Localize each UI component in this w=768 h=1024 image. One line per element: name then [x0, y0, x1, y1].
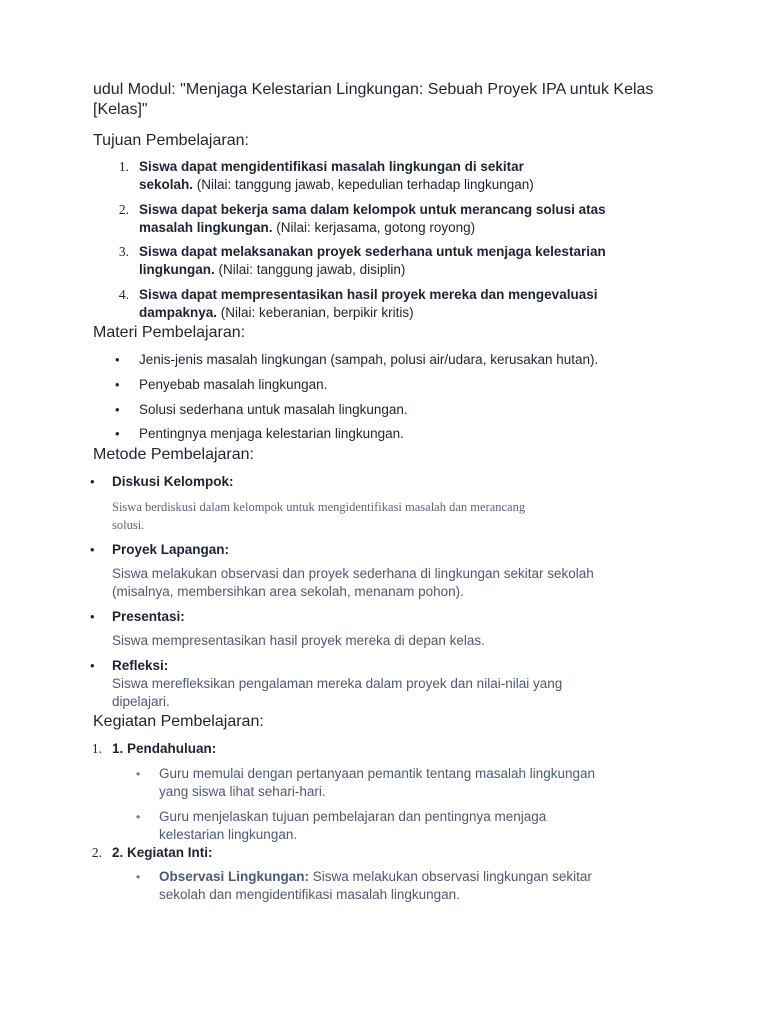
bullet-icon: • [115, 402, 120, 417]
tujuan-item-number: 4. [118, 287, 129, 302]
tujuan-item-note: (Nilai: keberanian, berpikir kritis) [217, 305, 414, 320]
materi-heading: Materi Pembelajaran: [93, 324, 246, 341]
bullet-icon: • [115, 426, 120, 441]
metode-desc-line: (misalnya, membersihkan area sekolah, menanam pohon). [112, 584, 464, 599]
bullet-icon: • [136, 767, 141, 781]
tujuan-heading: Tujuan Pembelajaran: [93, 132, 249, 149]
tujuan-item-number: 2. [118, 202, 129, 217]
tujuan-item-bold: masalah lingkungan. [139, 220, 273, 235]
tujuan-item-bold: lingkungan. [139, 262, 215, 277]
bullet-icon: • [90, 474, 95, 489]
tujuan-item-note: (Nilai: tanggung jawab, kepedulian terhadap lingkungan) [193, 177, 534, 192]
materi-item: Pentingnya menjaga kelestarian lingkungan. [139, 426, 404, 441]
tujuan-item-number: 1. [118, 159, 129, 174]
metode-desc-line: Siswa melakukan observasi dan proyek sederhana di lingkungan sekitar sekolah [112, 566, 594, 581]
bullet-icon: • [115, 352, 120, 367]
metode-item-desc [112, 498, 672, 534]
kegiatan-item-line: Guru menjelaskan tujuan pembelajaran dan pentingnya menjaga [159, 809, 547, 824]
metode-item-desc: Siswa mempresentasikan hasil proyek mereka di depan kelas. [112, 633, 485, 648]
materi-item: Solusi sederhana untuk masalah lingkungan. [139, 402, 408, 417]
bullet-icon: • [136, 810, 141, 824]
metode-item-head: Presentasi: [112, 609, 185, 624]
kegiatan-item-line: sekolah dan mengidentifikasi masalah lingkungan. [159, 887, 460, 902]
kegiatan-item-line: kelestarian lingkungan. [159, 827, 298, 842]
bullet-icon: • [90, 609, 95, 624]
bullet-icon: • [90, 658, 95, 673]
kegiatan-section-number: 1. [91, 741, 102, 756]
tujuan-item [139, 286, 699, 322]
kegiatan-item-bold: Observasi Lingkungan: [159, 869, 310, 884]
kegiatan-item-line: Siswa melakukan observasi lingkungan sekitar [309, 869, 592, 884]
metode-item-desc [112, 675, 672, 711]
metode-desc-line: solusi. [112, 518, 145, 532]
tujuan-item-bold: sekolah. [139, 177, 194, 192]
metode-item-head: Proyek Lapangan: [112, 542, 230, 557]
materi-item: Penyebab masalah lingkungan. [139, 377, 328, 392]
kegiatan-heading: Kegiatan Pembelajaran: [93, 713, 264, 730]
kegiatan-item-line: yang siswa lihat sehari-hari. [159, 784, 326, 799]
module-title: udul Modul: "Menjaga Kelestarian Lingkungan: Sebuah Proyek IPA untuk Kelas [Kelas]" [93, 81, 654, 118]
metode-heading: Metode Pembelajaran: [93, 446, 254, 463]
tujuan-item-bold: Siswa dapat mempresentasikan hasil proyek mereka dan mengevaluasi [139, 287, 598, 302]
metode-desc-line: Siswa berdiskusi dalam kelompok untuk mengidentifikasi masalah dan merancang [112, 500, 526, 514]
bullet-icon: • [90, 542, 95, 557]
tujuan-item-bold: dampaknya. [139, 305, 218, 320]
metode-desc-line: dipelajari. [112, 694, 170, 709]
metode-desc-line: Siswa merefleksikan pengalaman mereka dalam proyek dan nilai-nilai yang [112, 676, 563, 691]
metode-item-head: Diskusi Kelompok: [112, 474, 234, 489]
tujuan-item-number: 3. [118, 244, 129, 259]
kegiatan-section-number: 2. [91, 845, 102, 860]
metode-item-desc [112, 565, 672, 601]
materi-item: Jenis-jenis masalah lingkungan (sampah, polusi air/udara, kerusakan hutan). [139, 352, 599, 367]
metode-item-head: Refleksi: [112, 658, 169, 673]
kegiatan-item [159, 808, 679, 844]
tujuan-item-bold: Siswa dapat bekerja sama dalam kelompok untuk merancang solusi atas [139, 202, 606, 217]
tujuan-item-note: (Nilai: kerjasama, gotong royong) [272, 220, 476, 235]
tujuan-item [139, 243, 699, 279]
tujuan-item [139, 201, 699, 237]
tujuan-item-bold: Siswa dapat mengidentifikasi masalah lingkungan di sekitar [139, 159, 524, 174]
kegiatan-item [159, 765, 679, 801]
tujuan-item [139, 158, 699, 194]
bullet-icon: • [136, 870, 141, 884]
kegiatan-section-head: 1. Pendahuluan: [112, 741, 217, 756]
kegiatan-section-head: 2. Kegiatan Inti: [112, 845, 213, 860]
bullet-icon: • [115, 377, 120, 392]
kegiatan-item [159, 868, 679, 904]
tujuan-item-bold: Siswa dapat melaksanakan proyek sederhana untuk menjaga kelestarian [139, 244, 606, 259]
tujuan-item-note: (Nilai: tanggung jawab, disiplin) [214, 262, 406, 277]
kegiatan-item-line: Guru memulai dengan pertanyaan pemantik tentang masalah lingkungan [159, 766, 596, 781]
